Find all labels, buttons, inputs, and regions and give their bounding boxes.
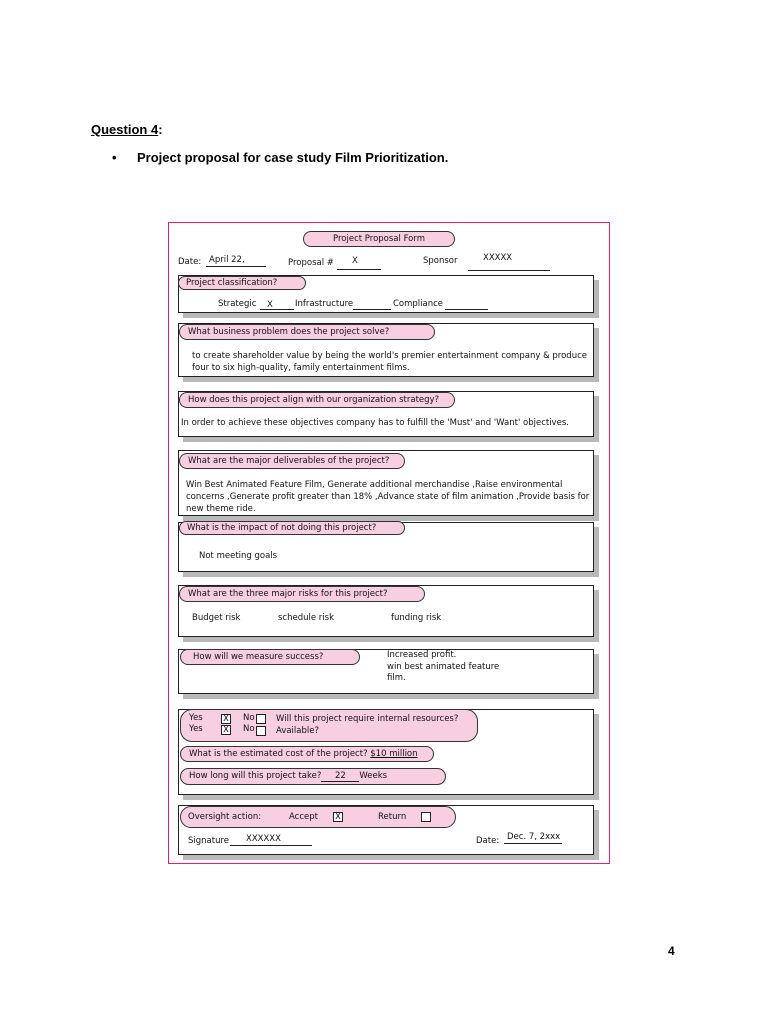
risks-question: What are the three major risks for this project?	[179, 586, 425, 602]
signature-underline	[230, 845, 312, 846]
signature-value: XXXXXX	[246, 834, 281, 844]
proposal-underline	[337, 269, 381, 270]
infrastructure-underline	[353, 309, 391, 310]
date-label: Date:	[178, 257, 202, 267]
date-underline	[206, 266, 266, 267]
cost-value: $10 million	[370, 749, 418, 759]
risk-item-3: funding risk	[391, 613, 442, 623]
bullet-dot: •	[112, 150, 117, 165]
success-answer	[387, 650, 577, 685]
question-heading	[91, 122, 163, 137]
cost-pill	[180, 746, 434, 762]
return-label: Return	[378, 812, 407, 822]
alignment-answer: In order to achieve these objectives company has to fulfill the 'Must' and 'Want' objectives.	[181, 418, 569, 428]
yes-label-2: Yes	[189, 724, 203, 734]
deliverables-answer: Win Best Animated Feature Film, Generate additional merchandise ,Raise environmental concerns ,Generate profit greater than 18% ,Advance state of film animation ,Provide basis for new theme ride.	[186, 480, 590, 514]
duration-unit: Weeks	[359, 771, 388, 781]
impact-question: What is the impact of not doing this project?	[179, 521, 405, 535]
impact-answer: Not meeting goals	[199, 551, 278, 561]
deliverables-question: What are the major deliverables of the project?	[179, 453, 405, 469]
bullet-text: Project proposal for case study Film Prioritization.	[137, 150, 449, 165]
available-no-checkbox[interactable]	[256, 726, 266, 736]
signature-label: Signature	[188, 836, 230, 846]
oversight-date-underline	[504, 843, 562, 844]
date-value: April 22,	[209, 255, 245, 265]
duration-value: 22	[321, 771, 359, 782]
no-label-1: No	[243, 713, 255, 723]
no-label-2: No	[243, 724, 255, 734]
internal-no-checkbox[interactable]	[256, 714, 266, 724]
success-question: How will we measure success?	[180, 649, 360, 665]
available-question: Available?	[276, 726, 319, 736]
risk-item-1: Budget risk	[192, 613, 241, 623]
proposal-label: Proposal #	[288, 258, 334, 268]
available-yes-checkbox[interactable]: X	[221, 725, 231, 735]
strategic-value: X	[267, 300, 273, 310]
infrastructure-label: Infrastructure	[295, 299, 354, 309]
alignment-question: How does this project align with our organization strategy?	[179, 392, 455, 408]
question-colon: :	[158, 122, 163, 137]
form-title: Project Proposal Form	[303, 231, 455, 247]
sponsor-value: XXXXX	[483, 253, 513, 263]
oversight-date-value: Dec. 7, 2xxx	[507, 832, 561, 842]
accept-checkbox[interactable]: X	[333, 812, 343, 822]
success-line-3: film.	[387, 673, 406, 683]
compliance-label: Compliance	[393, 299, 444, 309]
oversight-date-label: Date:	[476, 836, 500, 846]
proposal-value: X	[352, 256, 358, 266]
bullet-item	[112, 150, 448, 165]
strategic-label: Strategic	[218, 299, 257, 309]
accept-label: Accept	[289, 812, 318, 822]
return-checkbox[interactable]	[421, 812, 431, 822]
business-problem-question: What business problem does the project solve?	[179, 324, 435, 340]
classification-question: Project classification?	[178, 276, 306, 290]
yes-label-1: Yes	[189, 713, 203, 723]
risk-item-2: schedule risk	[278, 613, 335, 623]
business-problem-answer: to create shareholder value by being the world's premier entertainment company & produce four to six high-quality, family entertainment films.	[192, 351, 587, 373]
page-number: 4	[668, 944, 675, 958]
cost-question: What is the estimated cost of the project?	[189, 749, 368, 759]
internal-resources-question: Will this project require internal resources?	[276, 714, 459, 724]
success-line-1: Increased profit.	[387, 650, 457, 660]
compliance-underline	[445, 309, 488, 310]
strategic-underline	[260, 309, 294, 310]
duration-pill	[180, 768, 446, 785]
internal-yes-checkbox[interactable]: X	[221, 714, 231, 724]
oversight-label: Oversight action:	[188, 812, 262, 822]
sponsor-label: Sponsor	[423, 256, 458, 266]
sponsor-underline	[468, 270, 550, 271]
success-line-2: win best animated feature	[387, 661, 500, 672]
question-label: Question 4	[91, 122, 159, 137]
duration-question: How long will this project take?	[189, 771, 322, 781]
